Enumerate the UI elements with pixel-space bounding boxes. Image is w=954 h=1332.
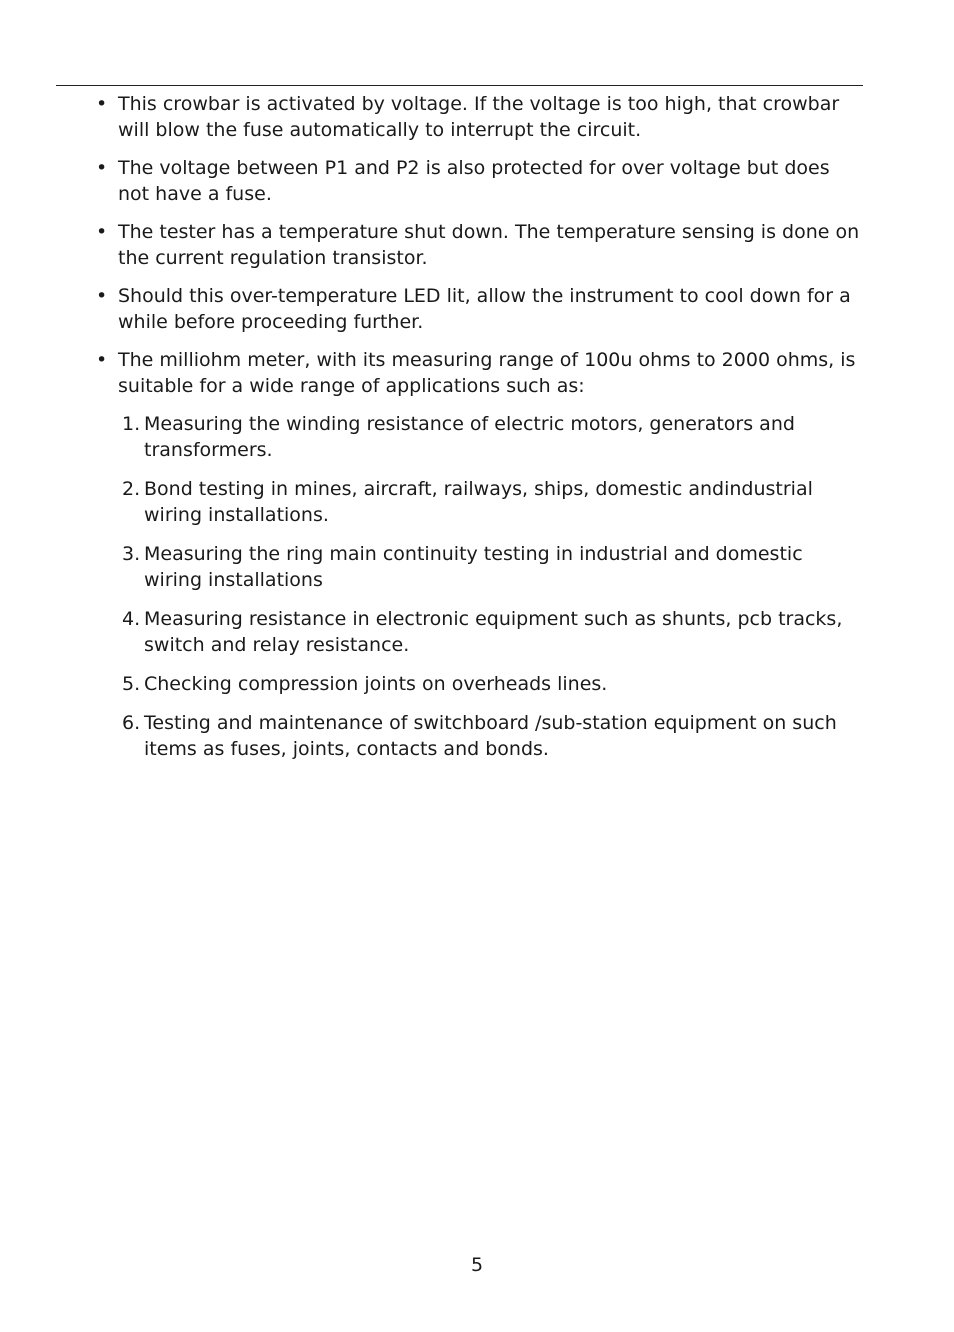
application-number: 2. <box>122 478 141 500</box>
bullet-item <box>0 219 954 271</box>
page-number: 5 <box>470 1254 484 1276</box>
application-item <box>0 476 954 528</box>
application-text: Measuring the ring main continuity testing in industrial and domestic wiring installations <box>144 543 803 591</box>
header-rule <box>56 85 863 86</box>
bullet-text: The milliohm meter, with its measuring range of 100u ohms to 2000 ohms, is suitable for a wide range of applications such as: <box>118 349 856 397</box>
application-item <box>0 710 954 762</box>
application-item <box>0 411 954 463</box>
bullet-text: The tester has a temperature shut down. The temperature sensing is done on the current regulation transistor. <box>118 221 860 269</box>
application-text: Measuring the winding resistance of electric motors, generators and transformers. <box>144 413 795 461</box>
application-text: Bond testing in mines, aircraft, railways, ships, domestic andindustrial wiring installations. <box>144 478 813 526</box>
bullet-text: This crowbar is activated by voltage. If the voltage is too high, that crowbar will blow the fuse automatically to interrupt the circuit. <box>118 93 840 141</box>
application-item <box>0 671 954 697</box>
application-item <box>0 606 954 658</box>
bullet-icon: • <box>96 157 108 179</box>
page-content <box>0 91 954 775</box>
bullet-item <box>0 347 954 399</box>
application-number: 1. <box>122 413 141 435</box>
application-text: Checking compression joints on overheads lines. <box>144 673 608 695</box>
bullet-text: The voltage between P1 and P2 is also protected for over voltage but does not have a fuse. <box>118 157 830 205</box>
application-text: Measuring resistance in electronic equipment such as shunts, pcb tracks, switch and relay resistance. <box>144 608 843 656</box>
application-number: 3. <box>122 543 141 565</box>
application-number: 5. <box>122 673 141 695</box>
application-item <box>0 541 954 593</box>
application-text: Testing and maintenance of switchboard /sub-station equipment on such items as fuses, joints, contacts and bonds. <box>144 712 837 760</box>
applications-list <box>0 411 954 762</box>
application-number: 4. <box>122 608 141 630</box>
bullet-icon: • <box>96 349 108 371</box>
application-number: 6. <box>122 712 141 734</box>
bullet-icon: • <box>96 221 108 243</box>
bullet-list <box>0 91 954 399</box>
bullet-icon: • <box>96 285 108 307</box>
bullet-icon: • <box>96 93 108 115</box>
bullet-item <box>0 283 954 335</box>
bullet-text: Should this over-temperature LED lit, allow the instrument to cool down for a while before proceeding further. <box>118 285 851 333</box>
bullet-item <box>0 91 954 143</box>
bullet-item <box>0 155 954 207</box>
